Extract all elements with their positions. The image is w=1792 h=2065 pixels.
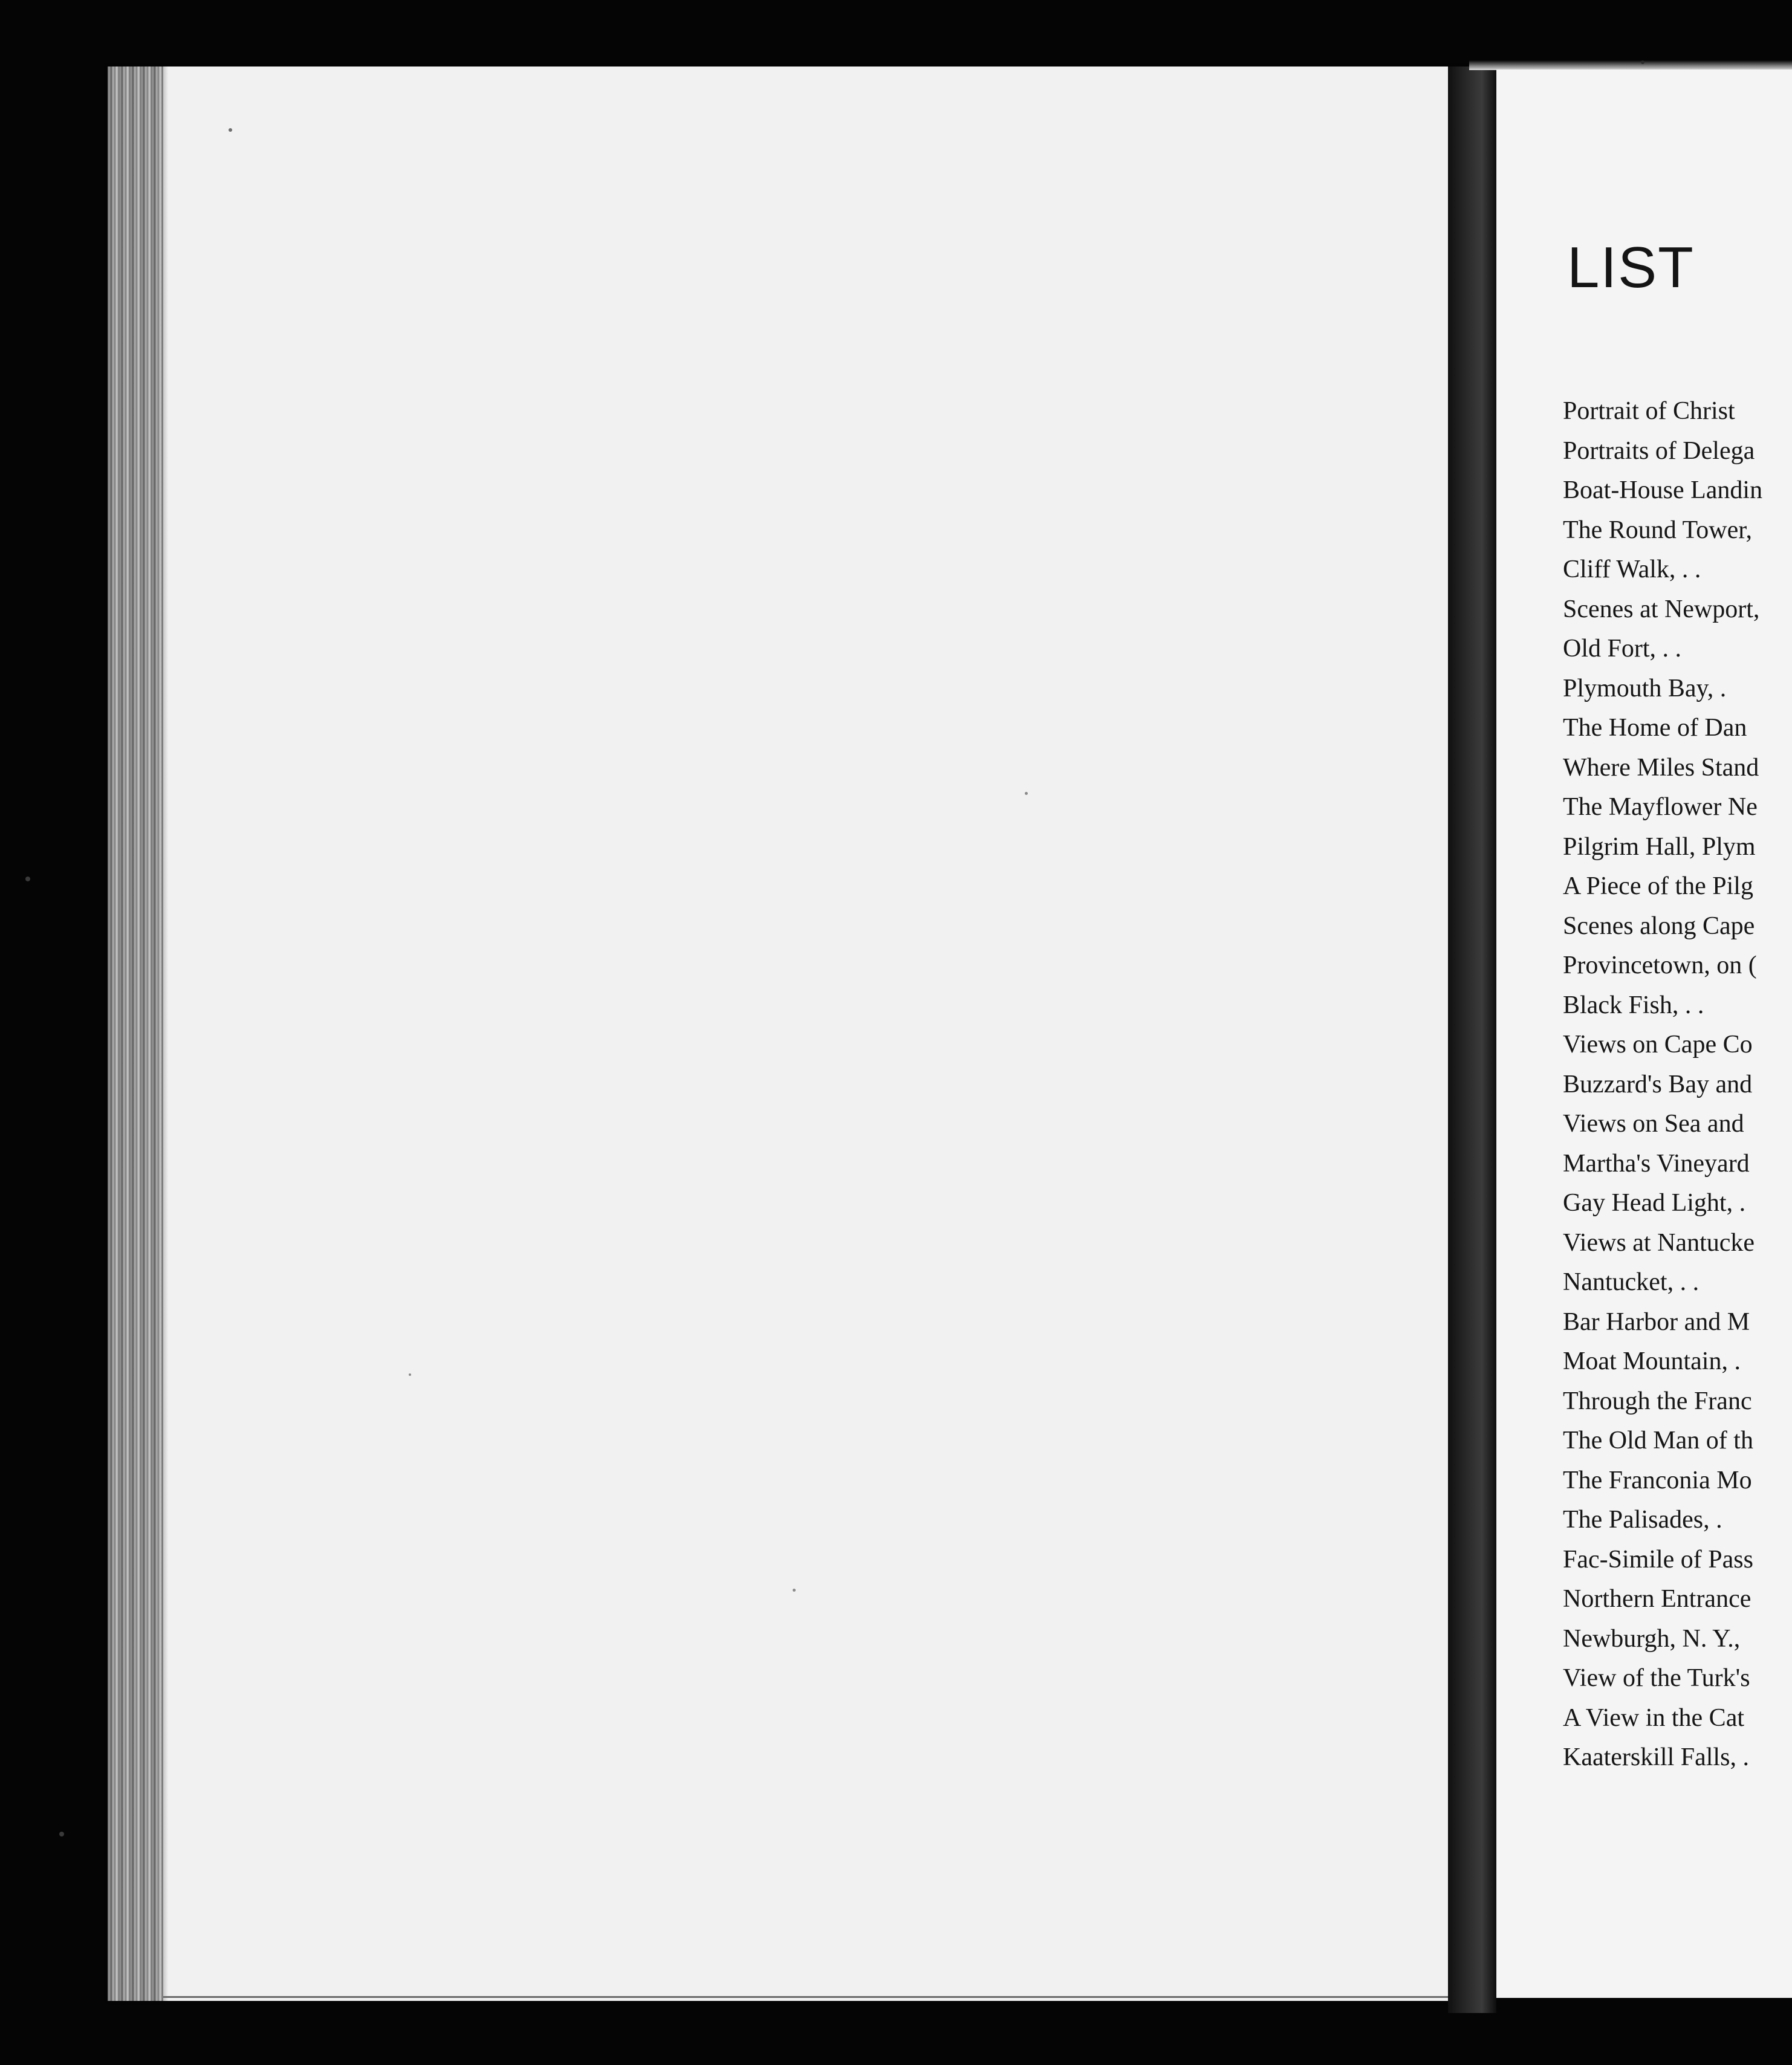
book-gutter [1448,66,1496,2013]
list-entry: Newburgh, N. Y., [1563,1624,1741,1653]
list-entry: The Round Tower, [1563,516,1753,544]
list-entry: Moat Mountain, . [1563,1347,1741,1375]
list-entry: The Home of Dan [1563,714,1747,742]
dust-speck [229,128,232,132]
dust-speck [59,1832,64,1836]
list-entry: The Franconia Mo [1563,1466,1752,1494]
list-entry: Views on Cape Co [1563,1031,1753,1058]
list-entry: Pilgrim Hall, Plym [1563,832,1756,861]
list-entry: Martha's Vineyard [1563,1149,1750,1178]
list-entry: Black Fish, . . [1563,991,1704,1019]
list-entry: A View in the Cat [1563,1704,1745,1732]
left-blank-page [108,66,1472,2001]
list-entry: Bar Harbor and M [1563,1308,1750,1336]
list-entry: Nantucket, . . [1563,1268,1699,1296]
right-page-top-edge [1469,60,1792,70]
list-entry: Buzzard's Bay and [1563,1070,1753,1098]
dust-speck [409,1373,411,1376]
dust-speck [1641,60,1644,64]
dust-speck [793,1589,796,1592]
list-entry: The Palisades, . [1563,1506,1722,1534]
list-entry: Scenes along Cape [1563,912,1755,940]
list-entry: The Old Man of th [1563,1427,1753,1454]
list-entry: Portrait of Christ [1563,397,1735,425]
list-entry: Where Miles Stand [1563,753,1759,782]
illustration-list [1563,392,1792,1778]
list-entry: Through the Franc [1563,1387,1752,1415]
list-entry: Boat-House Landin [1563,476,1763,504]
dust-speck [1025,792,1028,795]
left-page-fore-edge [108,66,163,2001]
list-entry: Gay Head Light, . [1563,1189,1746,1217]
list-entry: Kaaterskill Falls, . [1563,1743,1749,1771]
list-entry: Cliff Walk, . . [1563,556,1701,583]
list-entry: Provincetown, on ( [1563,951,1757,979]
page-heading: LIST [1567,235,1695,300]
list-entry: Old Fort, . . [1563,635,1682,663]
list-entry: Fac-Simile of Pass [1563,1545,1753,1574]
list-entry: Views at Nantucke [1563,1228,1755,1257]
list-entry: Scenes at Newport, [1563,595,1760,623]
list-entry: Plymouth Bay, . [1563,674,1727,702]
dust-speck [25,877,30,881]
list-entry: A Piece of the Pilg [1563,872,1753,900]
list-entry: Views on Sea and [1563,1110,1744,1138]
list-entry: Portraits of Delega [1563,436,1755,465]
left-page-bottom-edge [163,1996,1469,1998]
list-entry: Northern Entrance [1563,1585,1751,1613]
list-entry: View of the Turk's [1563,1664,1750,1692]
list-entry: The Mayflower Ne [1563,793,1758,821]
